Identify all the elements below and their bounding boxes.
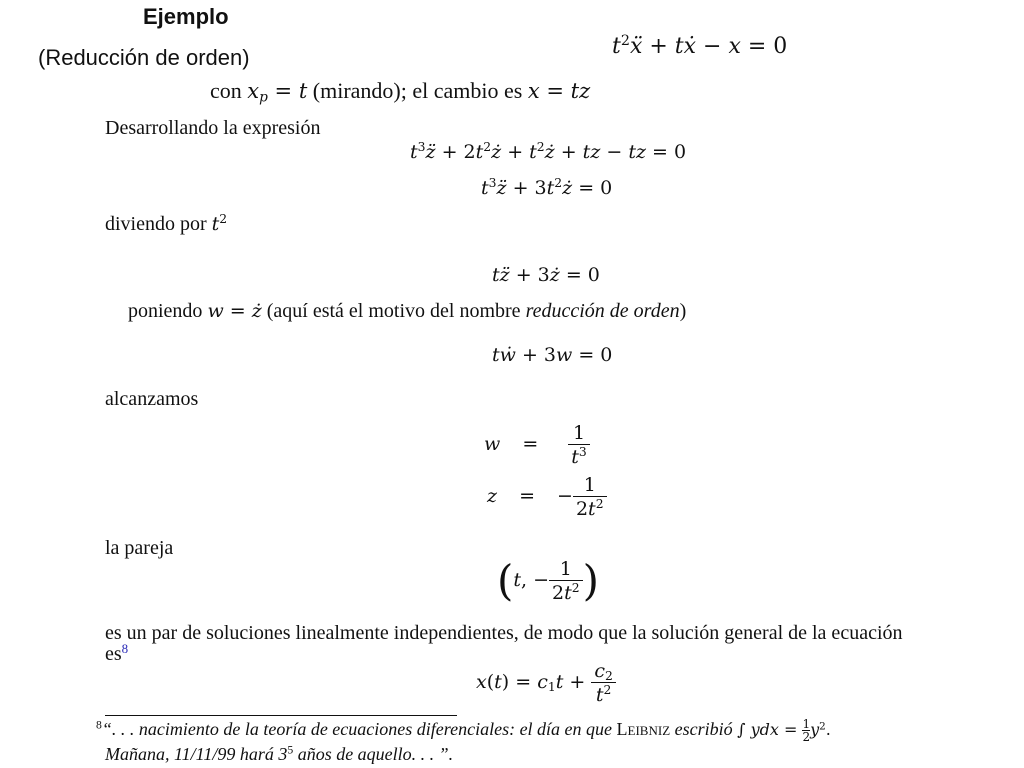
divided-equation: tz̈ + 3ż = 0: [492, 264, 600, 286]
mirando-text: (mirando); el cambio es: [312, 78, 523, 103]
leibniz-name: Leibniz: [616, 719, 671, 739]
desarrollando-text: Desarrollando la expresión: [105, 117, 321, 139]
es-line: [105, 640, 129, 666]
la-pareja-text: la pareja: [105, 537, 174, 559]
solution-pair: (t, − $\frac{1}{2t^2}$ ): [497, 556, 600, 605]
diviendo-text: diviendo por: [105, 213, 207, 235]
es-text: es: [105, 643, 122, 665]
alcanzamos-text: alcanzamos: [105, 388, 199, 410]
diviendo-line: diviendo por $t^2$: [105, 212, 228, 235]
general-solution: $x(t) = c_1t$ + $\frac{c_2}{t^2}$: [476, 660, 616, 706]
footnote-number: 8: [96, 718, 102, 732]
poniendo-line: poniendo w = ż (aquí está el motivo del nombre reducción de orden): [128, 300, 687, 322]
aqui-text: (aquí está el motivo del nombre: [266, 300, 521, 322]
expanded-equation-1: $t^3z̈$ + $2t^2ż$ + $t^2ż$ + tz − tz = 0: [410, 140, 687, 163]
slide-subtitle: (Reducción de orden): [38, 45, 250, 70]
es-un-par-text: es un par de soluciones linealmente independientes, de modo que la solución general de la ecuación: [105, 622, 903, 644]
main-ode-equation: $t^2ẍ$ + tẋ − x = 0: [612, 33, 788, 59]
footnote-line-2: Mañana, 11/11/99 hará $3^5$ años de aquello. . . ”.: [105, 743, 454, 764]
footnote-line-1: $^8$“. . . nacimiento de la teoría de ecuaciones diferenciales: el día en que Leibniz escribió ∫ ydx = $\frac{1}{2}$ $y^2$.: [96, 717, 831, 744]
con-text: con: [210, 78, 242, 103]
footnote-rule: [105, 715, 457, 716]
w-solution: w = $\frac{1}{t^3}$: [484, 422, 590, 468]
z-solution: z = − $\frac{1}{2t^2}$: [487, 474, 607, 520]
expanded-equation-2: $t^3z̈$ + $3t^2ż = 0$: [481, 176, 613, 199]
poniendo-text: poniendo: [128, 300, 203, 322]
slide-title: Ejemplo: [143, 4, 229, 29]
footnote-link[interactable]: 8: [121, 640, 129, 656]
reduccion-text: reducción de orden: [525, 300, 680, 322]
substitution-line: con $x_p = t$ (mirando); el cambio es x = tz: [210, 78, 591, 106]
w-equation: tẇ + 3w = 0: [492, 344, 613, 366]
